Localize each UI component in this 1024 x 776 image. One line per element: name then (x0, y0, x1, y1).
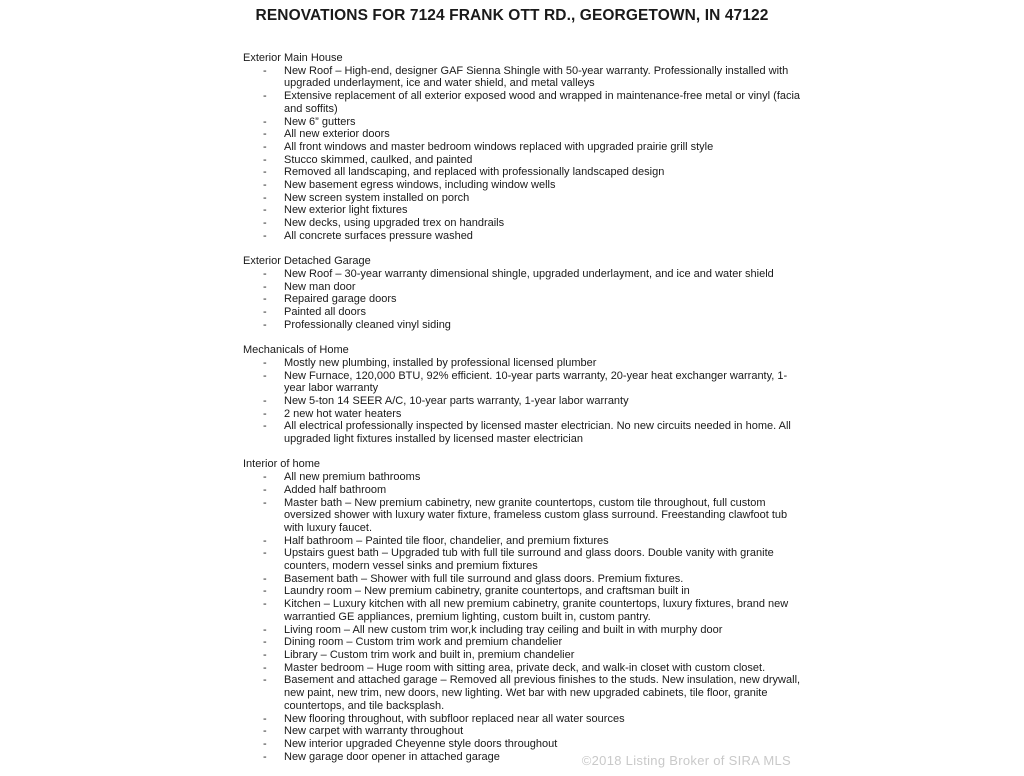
section-heading: Exterior Main House (243, 52, 343, 64)
list-item: - Master bath – New premium cabinetry, new granite countertops, custom tile throughout, full custom oversized shower with luxury water fixture, frameless custom glass surround. Freestanding clawfoot tub with luxury faucet. (243, 497, 803, 535)
copyright-watermark: ©2018 Listing Broker of SIRA MLS (581, 753, 791, 768)
section-heading: Exterior Detached Garage (243, 255, 371, 268)
list-item: - Basement and attached garage – Removed all previous finishes to the studs. New insulation, new drywall, new paint, new trim, new doors, new lighting. Wet bar with new upgraded cabinets, tile floor, granite countertops, and tile backsplash. (243, 674, 803, 712)
list-item: - Upstairs guest bath – Upgraded tub with full tile surround and glass doors. Double vanity with granite counters, modern vessel sinks and premium fixtures (243, 547, 803, 572)
list-item: - All new premium bathrooms (243, 471, 803, 484)
list-item: - Repaired garage doors (243, 293, 803, 306)
list-item: - Mostly new plumbing, installed by professional licensed plumber (243, 357, 803, 370)
list-item: - Removed all landscaping, and replaced with professionally landscaped design (243, 166, 803, 179)
list-item: - Dining room – Custom trim work and premium chandelier (243, 636, 803, 649)
list-item: - Added half bathroom (243, 484, 803, 497)
list-item: - Professionally cleaned vinyl siding (243, 319, 803, 332)
section (243, 52, 803, 243)
list-item: - Half bathroom – Painted tile floor, chandelier, and premium fixtures (243, 535, 803, 548)
section (243, 255, 803, 331)
list-item: - Library – Custom trim work and built in, premium chandelier (243, 649, 803, 662)
list-item: - All concrete surfaces pressure washed (243, 230, 803, 243)
list-item: - Stucco skimmed, caulked, and painted (243, 154, 803, 167)
list-item: - Master bedroom – Huge room with sitting area, private deck, and walk-in closet with custom closet. (243, 662, 803, 675)
list-item: - Laundry room – New premium cabinetry, granite countertops, and craftsman built in (243, 585, 803, 598)
list-item: - All electrical professionally inspected by licensed master electrician. No new circuits needed in home. All upgraded light fixtures installed by licensed master electrician (243, 420, 803, 445)
list-item: - New flooring throughout, with subfloor replaced near all water sources (243, 713, 803, 726)
item-list (243, 65, 803, 243)
list-item: - New Furnace, 120,000 BTU, 92% efficient. 10-year parts warranty, 20-year heat exchanger warranty, 1-year labor warranty (243, 370, 803, 395)
list-item: - New Roof – High-end, designer GAF Sienna Shingle with 50-year warranty. Professionally installed with upgraded underlayment, ice and water shield, and metal valleys (243, 65, 803, 90)
list-item: - Basement bath – Shower with full tile surround and glass doors. Premium fixtures. (243, 573, 803, 586)
list-item: - Kitchen – Luxury kitchen with all new premium cabinetry, granite countertops, luxury fixtures, brand new warrantied GE appliances, premium lighting, custom built in, custom pantry. (243, 598, 803, 623)
list-item: - New carpet with warranty throughout (243, 725, 803, 738)
list-item: - Living room – All new custom trim wor,k including tray ceiling and built in with murphy door (243, 624, 803, 637)
list-item: - New garage door opener in attached garage (243, 751, 803, 764)
section-heading: Interior of home (243, 458, 321, 471)
section (243, 344, 803, 446)
list-item: - All front windows and master bedroom windows replaced with upgraded prairie grill style (243, 141, 803, 154)
list-item: - New Roof – 30-year warranty dimensional shingle, upgraded underlayment, and ice and water shield (243, 268, 803, 281)
list-item: - 2 new hot water heaters (243, 408, 803, 421)
list-item: - New basement egress windows, including window wells (243, 179, 803, 192)
list-item: - New decks, using upgraded trex on handrails (243, 217, 803, 230)
item-list (243, 357, 803, 446)
list-item: - All new exterior doors (243, 128, 803, 141)
document-title: RENOVATIONS FOR 7124 FRANK OTT RD., GEORGETOWN, IN 47122 (255, 7, 769, 24)
item-list (243, 471, 803, 763)
section-heading: Mechanicals of Home (243, 344, 349, 357)
item-list (243, 268, 803, 332)
list-item: - New man door (243, 281, 803, 294)
list-item: - New 5-ton 14 SEER A/C, 10-year parts warranty, 1-year labor warranty (243, 395, 803, 408)
renovation-list (243, 52, 803, 776)
list-item: - Extensive replacement of all exterior exposed wood and wrapped in maintenance-free metal or vinyl (facia and soffits) (243, 90, 803, 115)
section (243, 458, 803, 763)
list-item: - New 6” gutters (243, 116, 803, 129)
list-item: - Painted all doors (243, 306, 803, 319)
list-item: - New interior upgraded Cheyenne style doors throughout (243, 738, 803, 751)
list-item: - New exterior light fixtures (243, 204, 803, 217)
list-item: - New screen system installed on porch (243, 192, 803, 205)
